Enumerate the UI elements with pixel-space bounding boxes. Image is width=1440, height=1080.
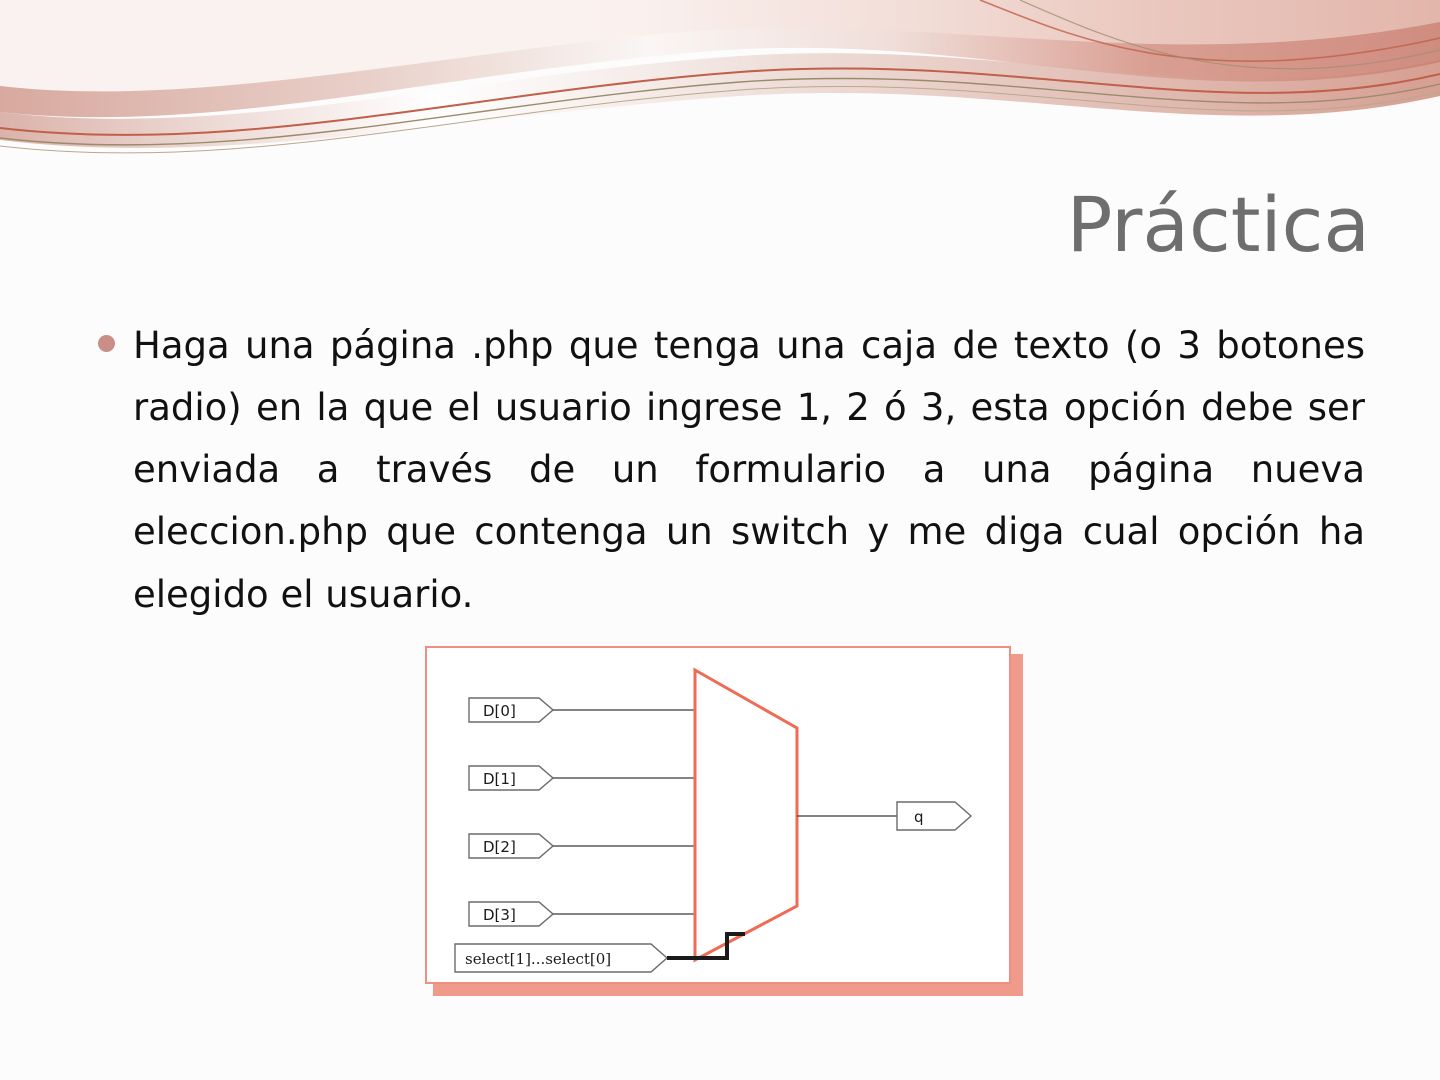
input-port-3 [469,902,695,926]
input-port-1 [469,766,695,790]
page-title: Práctica [1066,180,1370,269]
svg-text:select[1]...select[0]: select[1]...select[0] [465,950,612,968]
multiplexer-figure [425,646,1015,988]
svg-text:D[3]: D[3] [483,906,516,924]
decorative-banner [0,0,1440,170]
bullet-dot-icon [98,335,115,352]
svg-text:D[2]: D[2] [483,838,516,856]
body-content [95,315,1365,626]
output-port-q [897,802,971,830]
input-port-0 [469,698,695,722]
select-port [455,944,667,972]
svg-text:q: q [914,808,924,826]
bullet-text: Haga una página .php que tenga una caja de texto (o 3 botones radio) en la que el usuario ingrese 1, 2 ó 3, esta opción debe ser enviada a través de un formulario a una página nueva eleccion.php que contenga un switch y me diga cual opción ha elegido el usuario. [133,324,1365,616]
input-port-2 [469,834,695,858]
svg-text:D[1]: D[1] [483,770,516,788]
list-item [95,315,1365,626]
svg-text:D[0]: D[0] [483,702,516,720]
figure-frame [425,646,1011,984]
